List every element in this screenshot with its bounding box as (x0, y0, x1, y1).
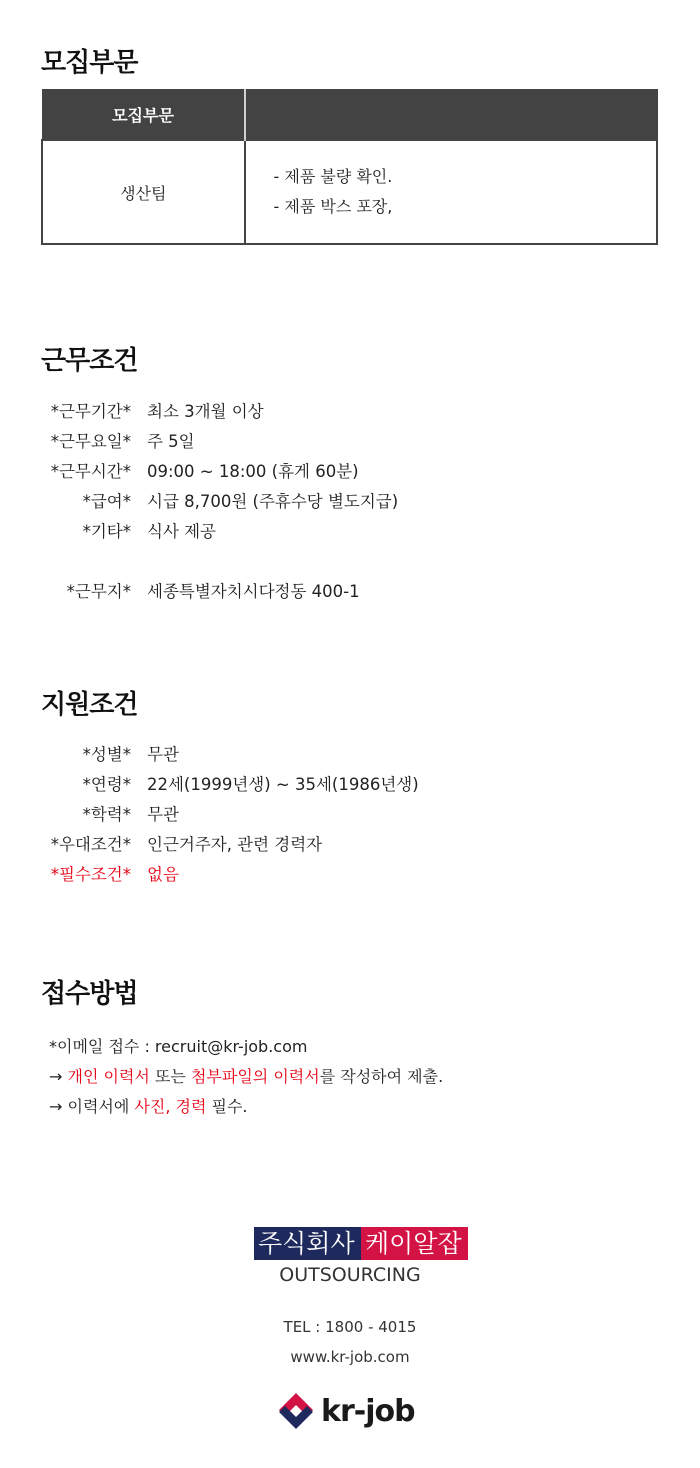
plain-text: 또는 (149, 1067, 191, 1086)
desc-line: - 제품 불량 확인. (273, 167, 393, 186)
highlight-text: 첨부파일의 이력서 (190, 1067, 320, 1086)
recruit-team-desc (245, 140, 658, 244)
plain-text: 필수. (206, 1097, 248, 1116)
company-logo-text (254, 1227, 468, 1260)
section-title-apply-method: 접수방법 (41, 979, 138, 1009)
work-value: 주 5일 (147, 432, 195, 451)
work-label: *기타* (82, 522, 131, 541)
work-label: *근무지* (66, 582, 131, 601)
instruction-line (49, 1062, 443, 1092)
apply-method (49, 1032, 443, 1122)
list-item (41, 457, 641, 487)
list-item (41, 770, 641, 800)
table-header-recruit: 모집부문 (42, 90, 245, 141)
work-label: *근무요일* (50, 432, 131, 451)
kr-job-logo-text: kr-job (321, 1393, 415, 1429)
desc-line: - 제품 박스 포장, (273, 197, 393, 216)
cond-label: *필수조건* (50, 865, 131, 884)
highlight-text: 사진, 경력 (134, 1097, 207, 1116)
plain-text: → 이력서에 (49, 1097, 135, 1116)
tel-text: TEL : 1800 - 4015 (283, 1318, 417, 1336)
list-item (41, 830, 641, 860)
cond-value: 없음 (147, 865, 179, 884)
list-item (41, 800, 641, 830)
kr-job-logo (275, 1391, 415, 1431)
cond-value: 22세(1999년생) ~ 35세(1986년생) (147, 775, 419, 794)
section-title-recruit: 모집부문 (41, 48, 138, 78)
table-header-blank (245, 90, 658, 141)
table-row (42, 140, 657, 244)
section-title-work: 근무조건 (41, 346, 138, 376)
list-item (41, 427, 641, 457)
highlight-text: 개인 이력서 (67, 1067, 150, 1086)
work-label: *급여* (82, 492, 131, 511)
list-item (41, 487, 641, 517)
cond-label: *연령* (82, 775, 131, 794)
work-label: *근무시간* (50, 462, 131, 481)
kr-job-logo-icon (275, 1391, 317, 1431)
work-conditions-list (41, 397, 641, 607)
work-value: 세종특별자치시다정동 400-1 (147, 582, 360, 601)
company-name-a: 주식회사 (254, 1227, 361, 1260)
company-name-b: 케이알잡 (361, 1227, 468, 1260)
plain-text: 를 작성하여 제출. (319, 1067, 444, 1086)
work-value: 식사 제공 (147, 522, 217, 541)
outsourcing-label: OUTSOURCING (279, 1264, 421, 1286)
cond-label: *성별* (82, 745, 131, 764)
list-item (41, 740, 641, 770)
work-value: 시급 8,700원 (주휴수당 별도지급) (147, 492, 399, 511)
list-item (41, 397, 641, 427)
instruction-line (49, 1092, 443, 1122)
recruit-team-name: 생산팀 (42, 140, 245, 244)
email-line: *이메일 접수 : recruit@kr-job.com (49, 1037, 308, 1056)
work-value: 09:00 ~ 18:00 (휴게 60분) (147, 462, 359, 481)
cond-value: 무관 (147, 745, 179, 764)
cond-value: 무관 (147, 805, 179, 824)
apply-conditions-list (41, 740, 641, 890)
cond-label: *우대조건* (50, 835, 131, 854)
list-item (41, 577, 641, 607)
list-item-required (41, 860, 641, 890)
list-item (41, 517, 641, 547)
work-value: 최소 3개월 이상 (147, 402, 264, 421)
recruit-table (41, 89, 658, 245)
work-label: *근무기간* (50, 402, 131, 421)
section-title-apply-conditions: 지원조건 (41, 690, 138, 720)
cond-label: *학력* (82, 805, 131, 824)
arrow-text: → (49, 1067, 68, 1086)
cond-value: 인근거주자, 관련 경력자 (147, 835, 323, 854)
website-url[interactable]: www.kr-job.com (290, 1348, 410, 1366)
